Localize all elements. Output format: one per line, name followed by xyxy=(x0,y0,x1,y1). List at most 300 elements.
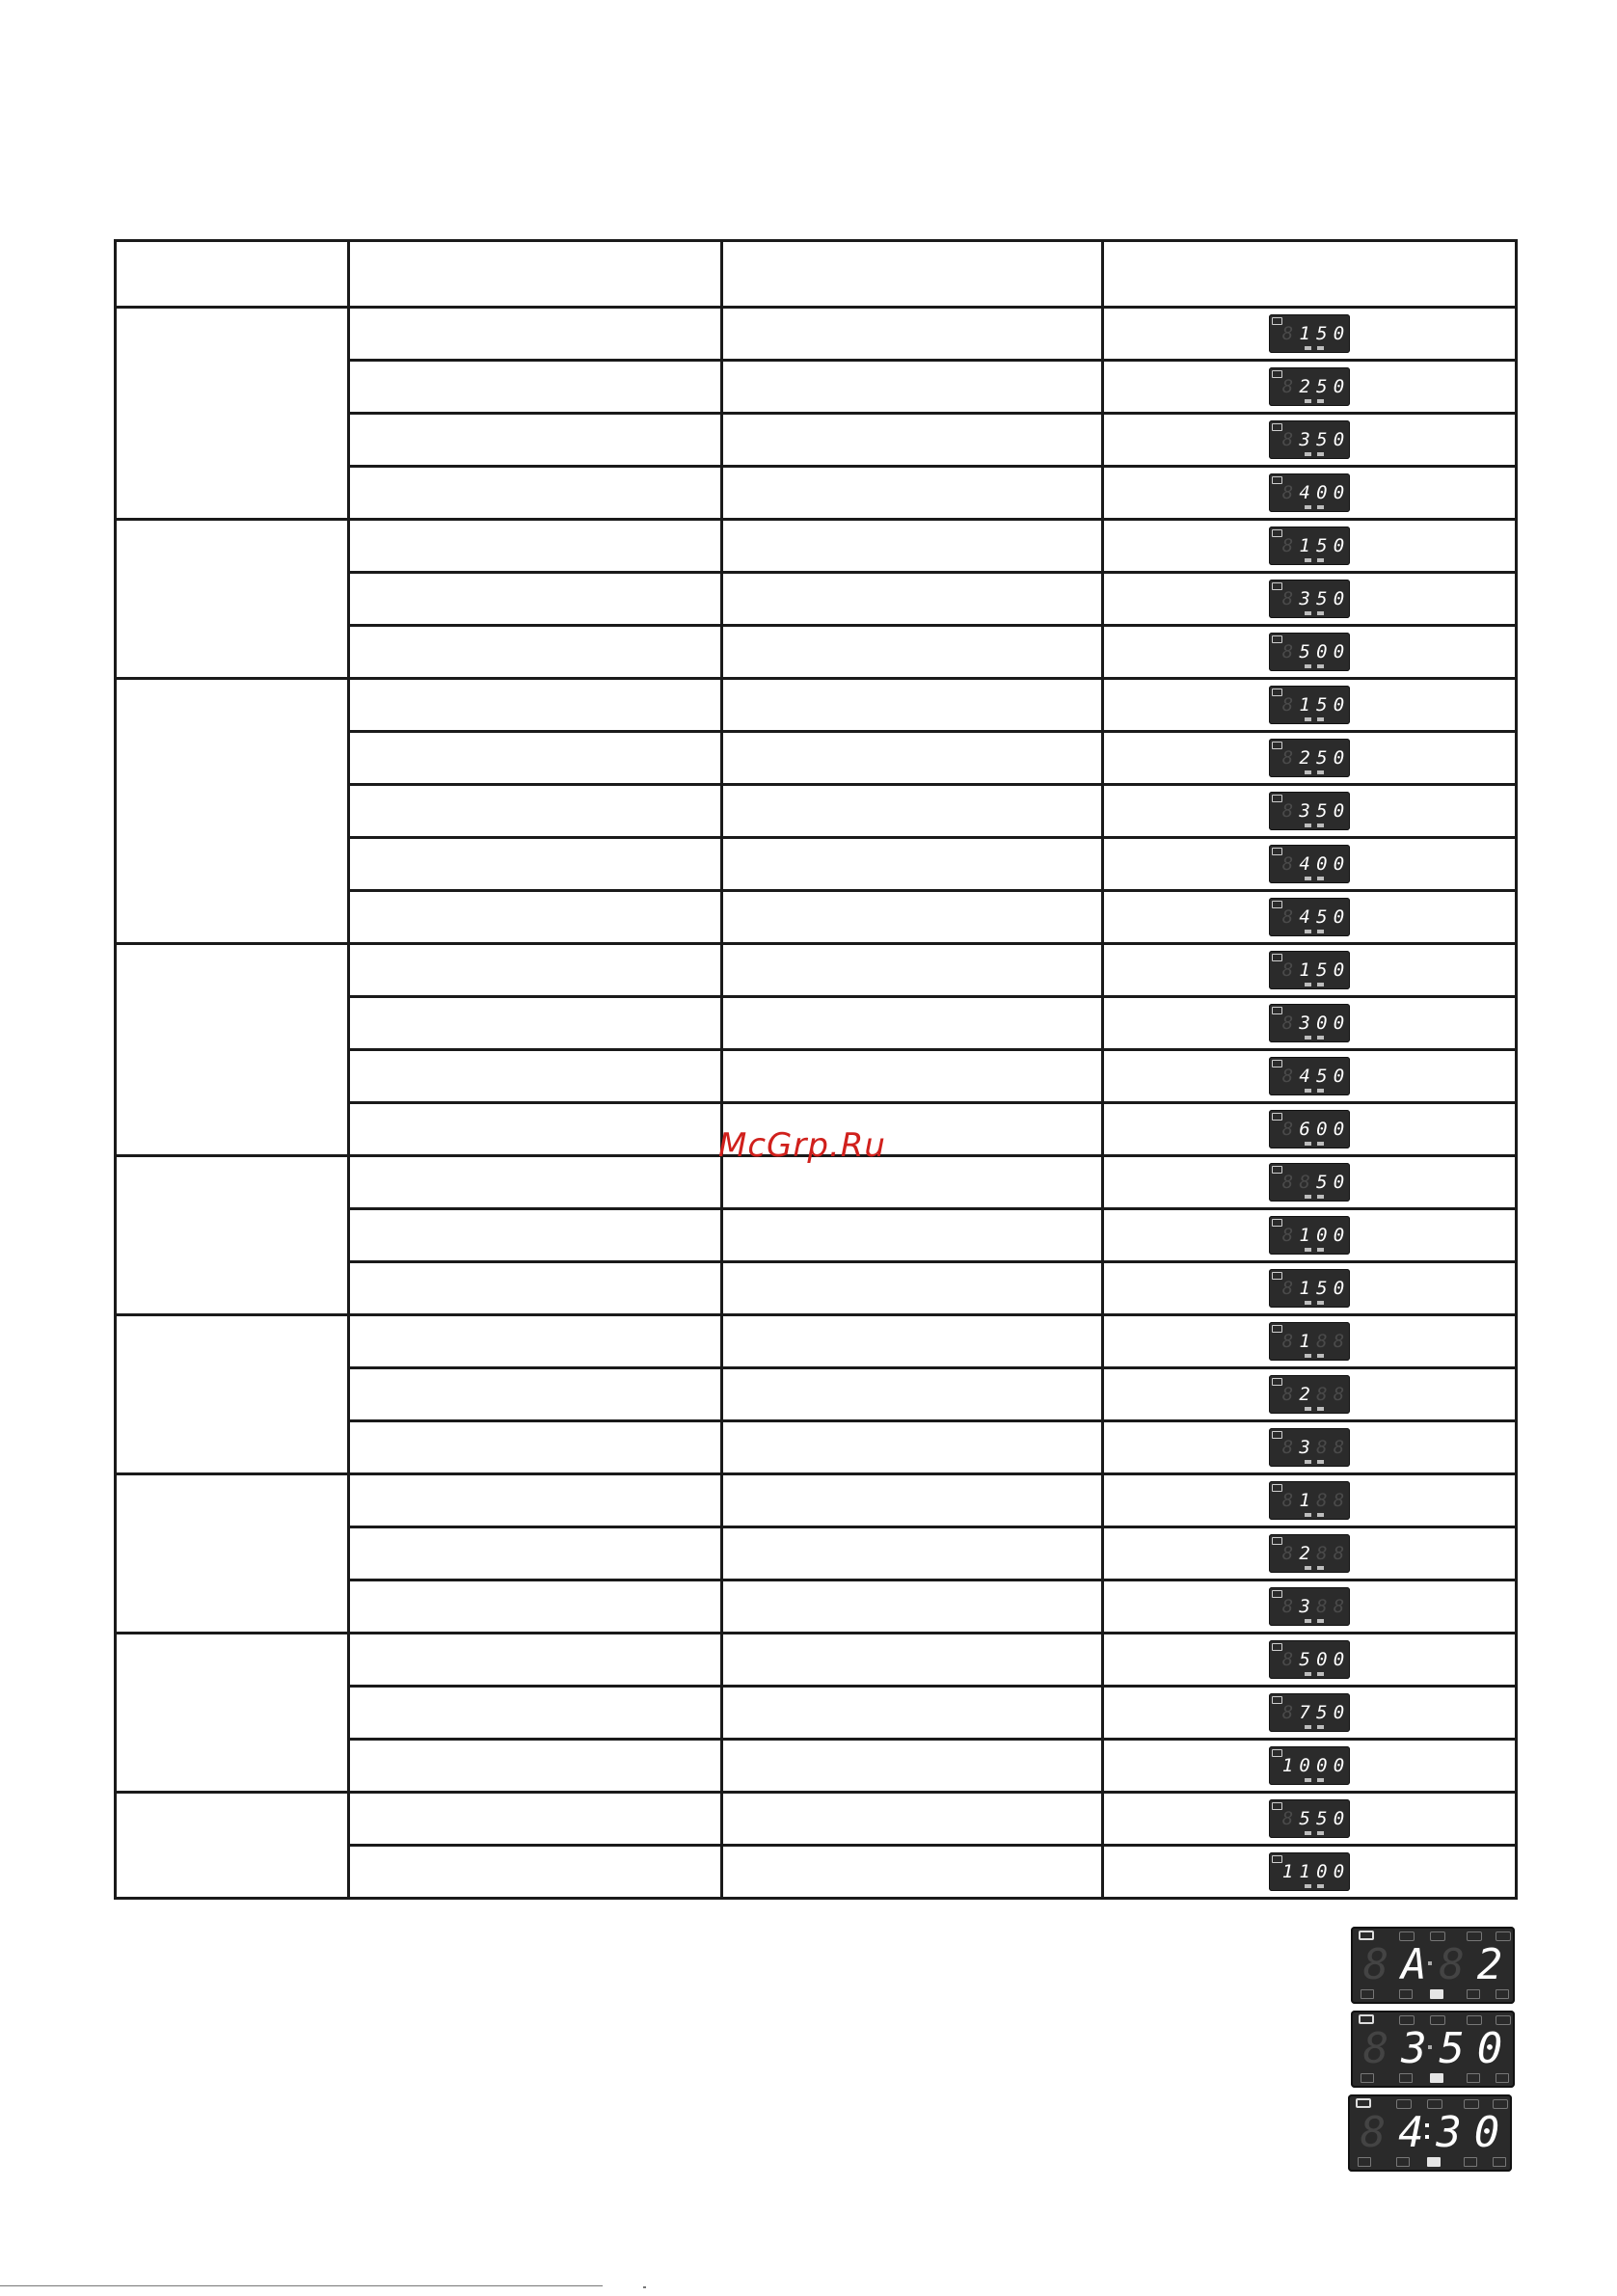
lcd-digit: 8 xyxy=(1281,323,1295,344)
weight-indicator-icon xyxy=(1305,346,1311,350)
lcd-digit: 8 xyxy=(1316,1490,1329,1511)
lcd-display xyxy=(1269,898,1350,936)
food-cell xyxy=(349,1209,722,1262)
lcd-digit: 8 xyxy=(1281,906,1295,928)
lcd-digit: 1 xyxy=(1281,1755,1295,1776)
food-cell xyxy=(349,1421,722,1474)
weight-indicator-icon xyxy=(1305,1407,1311,1411)
lcd-display xyxy=(1269,1799,1350,1838)
lcd-digit: 4 xyxy=(1299,482,1311,503)
lcd-digit: 5 xyxy=(1316,1278,1329,1299)
food-cell xyxy=(349,785,722,838)
lcd-digit: 8 xyxy=(1281,1172,1295,1193)
lcd-separator xyxy=(1428,2039,1432,2055)
weight-cell xyxy=(722,1580,1103,1634)
status-icon xyxy=(1396,2157,1410,2167)
lcd-digit: 8 xyxy=(1316,1384,1329,1405)
weight-cell xyxy=(722,1740,1103,1793)
lcd-digit: 3 xyxy=(1299,588,1311,609)
lcd-digit: 8 xyxy=(1316,1596,1329,1617)
weight-cell xyxy=(722,1793,1103,1846)
food-cell xyxy=(349,838,722,891)
display-large-1 xyxy=(1351,1927,1515,2004)
weight-indicator-icon xyxy=(1305,1089,1311,1093)
weight-indicator-icon xyxy=(1305,1831,1311,1835)
auto-indicator-icon xyxy=(1317,346,1324,350)
program-cell xyxy=(116,1315,349,1474)
table-row xyxy=(116,1474,1517,1527)
food-cell xyxy=(349,1687,722,1740)
lcd-display xyxy=(1269,1534,1350,1573)
lcd-digit: 8 xyxy=(1281,1702,1295,1723)
status-icon xyxy=(1493,2157,1506,2167)
table-row xyxy=(116,944,1517,997)
lcd-digit: 8 xyxy=(1281,853,1295,875)
lcd-display xyxy=(1269,1110,1350,1148)
auto-indicator-icon xyxy=(1317,1407,1324,1411)
auto-indicator-icon xyxy=(1317,558,1324,562)
table-row xyxy=(116,1315,1517,1368)
auto-indicator-icon xyxy=(1317,1566,1324,1570)
food-cell xyxy=(349,308,722,361)
display-cell xyxy=(1103,679,1517,732)
lcd-digit: 8 xyxy=(1281,1225,1295,1246)
lcd-digit: 8 xyxy=(1439,1939,1465,1989)
food-cell xyxy=(349,732,722,785)
lcd-digit: 4 xyxy=(1398,2107,1424,2157)
lcd-digit: 8 xyxy=(1333,1543,1346,1564)
lcd-digit: 0 xyxy=(1473,2107,1500,2157)
lcd-digit: 8 xyxy=(1281,1066,1295,1087)
lcd-digit: 5 xyxy=(1316,535,1329,556)
auto-indicator-icon xyxy=(1317,664,1324,668)
food-cell xyxy=(349,361,722,414)
auto-indicator-icon xyxy=(1317,1301,1324,1305)
weight-indicator-icon xyxy=(1305,983,1311,986)
lcd-digit: 2 xyxy=(1299,376,1311,397)
lcd-digit: 3 xyxy=(1299,1596,1311,1617)
lcd-digit: 8 xyxy=(1281,959,1295,981)
lcd-digit: 0 xyxy=(1316,641,1329,662)
table-row xyxy=(116,679,1517,732)
table-row xyxy=(116,308,1517,361)
food-cell xyxy=(349,1740,722,1793)
lcd-digit: 8 xyxy=(1281,1278,1295,1299)
auto-indicator-icon xyxy=(1317,1619,1324,1623)
lcd-digit: 8 xyxy=(1333,1384,1346,1405)
weight-cell xyxy=(722,785,1103,838)
lcd-digit: 3 xyxy=(1299,429,1311,450)
display-cell xyxy=(1103,1687,1517,1740)
auto-indicator-icon xyxy=(1317,452,1324,456)
display-cell xyxy=(1103,520,1517,573)
lcd-digit: 5 xyxy=(1316,1172,1329,1193)
status-icon xyxy=(1358,2157,1371,2167)
weight-cell xyxy=(722,944,1103,997)
lcd-digit: 8 xyxy=(1362,1939,1389,1989)
display-cell xyxy=(1103,1634,1517,1687)
program-cell xyxy=(116,944,349,1156)
lcd-display xyxy=(1269,1587,1350,1626)
auto-indicator-icon xyxy=(1317,1513,1324,1517)
food-cell xyxy=(349,1634,722,1687)
status-icon xyxy=(1496,2073,1509,2083)
status-icon xyxy=(1430,2073,1443,2083)
auto-indicator-icon xyxy=(1317,1884,1324,1888)
auto-indicator-icon xyxy=(1317,1460,1324,1464)
footer-mark xyxy=(643,2286,646,2288)
weight-indicator-icon xyxy=(1305,1460,1311,1464)
weight-cell xyxy=(722,1315,1103,1368)
status-icon xyxy=(1427,2157,1441,2167)
auto-indicator-icon xyxy=(1317,1354,1324,1358)
lcd-digit: 0 xyxy=(1333,1172,1346,1193)
lcd-digit: 8 xyxy=(1281,800,1295,822)
auto-indicator-icon xyxy=(1317,1831,1324,1835)
lcd-digit: 1 xyxy=(1299,323,1311,344)
lcd-digit: 8 xyxy=(1281,1331,1295,1352)
display-cell xyxy=(1103,1793,1517,1846)
lcd-display xyxy=(1269,633,1350,671)
lcd-digit: 0 xyxy=(1333,1861,1346,1882)
lcd-display xyxy=(1269,1057,1350,1095)
food-cell xyxy=(349,1474,722,1527)
weight-cell xyxy=(722,1421,1103,1474)
lcd-display xyxy=(1269,1375,1350,1414)
watermark: McGrp.Ru xyxy=(718,1126,886,1165)
lcd-digit: 8 xyxy=(1281,1543,1295,1564)
lcd-digit: 8 xyxy=(1281,376,1295,397)
weight-indicator-icon xyxy=(1305,664,1311,668)
lcd-digit: 1 xyxy=(1299,694,1311,716)
weight-cell xyxy=(722,1474,1103,1527)
lcd-digit: 0 xyxy=(1333,694,1346,716)
header-cell-display xyxy=(1103,241,1517,308)
lcd-display xyxy=(1269,1481,1350,1520)
food-cell xyxy=(349,1050,722,1103)
display-cell xyxy=(1103,1421,1517,1474)
weight-cell xyxy=(722,891,1103,944)
program-cell xyxy=(116,1634,349,1793)
lcd-digit: 8 xyxy=(1333,1331,1346,1352)
lcd-digit: 1 xyxy=(1299,1861,1311,1882)
lcd-digit: 1 xyxy=(1299,535,1311,556)
lcd-digit: 8 xyxy=(1281,1384,1295,1405)
lcd-digit: 3 xyxy=(1299,800,1311,822)
lcd-digit: 0 xyxy=(1333,1066,1346,1087)
header-cell-weight xyxy=(722,241,1103,308)
lcd-digit: 1 xyxy=(1299,1331,1311,1352)
food-cell xyxy=(349,1846,722,1899)
lcd-display xyxy=(1269,1746,1350,1785)
food-cell xyxy=(349,520,722,573)
weight-cell xyxy=(722,1634,1103,1687)
auto-indicator-icon xyxy=(1317,399,1324,403)
display-cell xyxy=(1103,414,1517,467)
lcd-digit: 0 xyxy=(1333,1119,1346,1140)
auto-indicator-icon xyxy=(1317,770,1324,774)
weight-indicator-icon xyxy=(1305,770,1311,774)
lcd-digit: 8 xyxy=(1281,694,1295,716)
lcd-digit: 8 xyxy=(1281,1596,1295,1617)
lcd-digit: 8 xyxy=(1281,429,1295,450)
display-cell xyxy=(1103,944,1517,997)
header-cell-food xyxy=(349,241,722,308)
lcd-digit: 1 xyxy=(1281,1861,1295,1882)
display-large-3 xyxy=(1348,2094,1512,2172)
lcd-digit: 3 xyxy=(1401,2023,1427,2073)
weight-indicator-icon xyxy=(1305,1195,1311,1199)
table-row xyxy=(116,1793,1517,1846)
food-cell xyxy=(349,573,722,626)
weight-indicator-icon xyxy=(1305,611,1311,615)
food-cell xyxy=(349,414,722,467)
lcd-digit: 7 xyxy=(1299,1702,1311,1723)
footer-rule xyxy=(0,2285,603,2286)
lcd-digit: 3 xyxy=(1299,1013,1311,1034)
lcd-display xyxy=(1269,1216,1350,1255)
lcd-digit: 0 xyxy=(1316,482,1329,503)
auto-indicator-icon xyxy=(1317,1672,1324,1676)
lcd-digit: 0 xyxy=(1299,1755,1311,1776)
lcd-display xyxy=(1269,527,1350,565)
table-body xyxy=(116,308,1517,1899)
lcd-digit: 0 xyxy=(1316,1755,1329,1776)
lcd-display xyxy=(1269,420,1350,459)
status-icon xyxy=(1464,2157,1477,2167)
status-icon xyxy=(1399,1989,1413,1999)
lcd-digit: 1 xyxy=(1299,959,1311,981)
weight-cell xyxy=(722,732,1103,785)
display-cell xyxy=(1103,1050,1517,1103)
lcd-digit: 0 xyxy=(1333,906,1346,928)
food-cell xyxy=(349,997,722,1050)
food-cell xyxy=(349,679,722,732)
display-cell xyxy=(1103,732,1517,785)
lcd-digit: 2 xyxy=(1299,1543,1311,1564)
table-row xyxy=(116,1634,1517,1687)
lcd-digit: 5 xyxy=(1316,747,1329,769)
lcd-digit: 5 xyxy=(1316,694,1329,716)
program-cell xyxy=(116,1793,349,1899)
weight-cell xyxy=(722,308,1103,361)
lcd-digit: 1 xyxy=(1299,1225,1311,1246)
display-cell xyxy=(1103,1209,1517,1262)
weight-cell xyxy=(722,1846,1103,1899)
lcd-separator xyxy=(1428,1956,1432,1971)
lcd-digit: 3 xyxy=(1436,2107,1462,2157)
food-cell xyxy=(349,467,722,520)
food-cell xyxy=(349,1103,722,1156)
weight-cell xyxy=(722,1209,1103,1262)
lcd-digit: 4 xyxy=(1299,906,1311,928)
weight-indicator-icon xyxy=(1305,1142,1311,1146)
lcd-display xyxy=(1269,473,1350,512)
lcd-digit: 8 xyxy=(1333,1490,1346,1511)
weight-indicator-icon xyxy=(1305,930,1311,933)
auto-indicator-icon xyxy=(1317,505,1324,509)
lcd-digit: 5 xyxy=(1316,1702,1329,1723)
lcd-digit: 0 xyxy=(1316,1861,1329,1882)
display-cell xyxy=(1103,467,1517,520)
display-cell xyxy=(1103,838,1517,891)
program-cell xyxy=(116,520,349,679)
display-cell xyxy=(1103,1103,1517,1156)
weight-indicator-icon xyxy=(1305,717,1311,721)
lcd-digit: 5 xyxy=(1316,323,1329,344)
weight-cell xyxy=(722,1687,1103,1740)
lcd-display xyxy=(1269,314,1350,353)
table-row xyxy=(116,520,1517,573)
lcd-digit: 4 xyxy=(1299,853,1311,875)
food-cell xyxy=(349,1262,722,1315)
weight-cell xyxy=(722,467,1103,520)
auto-indicator-icon xyxy=(1317,1725,1324,1729)
lcd-digit: 0 xyxy=(1333,535,1346,556)
weight-indicator-icon xyxy=(1305,1301,1311,1305)
lcd-digit: 0 xyxy=(1333,747,1346,769)
lcd-display xyxy=(1269,1640,1350,1679)
lcd-digit: 8 xyxy=(1316,1331,1329,1352)
lcd-digit: 5 xyxy=(1316,959,1329,981)
weight-indicator-icon xyxy=(1305,1884,1311,1888)
lcd-digit: 8 xyxy=(1281,1808,1295,1829)
lcd-digit: 8 xyxy=(1281,482,1295,503)
lcd-digit: 1 xyxy=(1299,1490,1311,1511)
lcd-digit: 5 xyxy=(1299,1808,1311,1829)
lcd-display xyxy=(1269,1322,1350,1361)
lcd-separator xyxy=(1425,2123,1429,2139)
lcd-display xyxy=(1269,1269,1350,1308)
lcd-digit: 8 xyxy=(1299,1172,1311,1193)
lcd-digit: 0 xyxy=(1316,1225,1329,1246)
lcd-display xyxy=(1269,1852,1350,1891)
lcd-display xyxy=(1269,686,1350,724)
lcd-digit: 5 xyxy=(1316,1066,1329,1087)
food-cell xyxy=(349,1793,722,1846)
weight-indicator-icon xyxy=(1305,1619,1311,1623)
lcd-digit: 5 xyxy=(1316,376,1329,397)
lcd-digit: 8 xyxy=(1281,1490,1295,1511)
food-cell xyxy=(349,1315,722,1368)
lcd-display xyxy=(1269,1428,1350,1467)
lcd-digit: 8 xyxy=(1333,1437,1346,1458)
weight-indicator-icon xyxy=(1305,1248,1311,1252)
lcd-display xyxy=(1269,367,1350,406)
status-icon xyxy=(1399,2073,1413,2083)
lcd-digit: 0 xyxy=(1333,1225,1346,1246)
lcd-digit: 3 xyxy=(1299,1437,1311,1458)
display-cell xyxy=(1103,1368,1517,1421)
lcd-digit: 8 xyxy=(1281,1649,1295,1670)
status-icon xyxy=(1496,1989,1509,1999)
weight-cell xyxy=(722,838,1103,891)
weight-indicator-icon xyxy=(1305,1513,1311,1517)
display-cell xyxy=(1103,308,1517,361)
lcd-digit: 0 xyxy=(1333,1278,1346,1299)
lcd-digit: 5 xyxy=(1299,641,1311,662)
lcd-digit: 0 xyxy=(1333,641,1346,662)
display-cell xyxy=(1103,361,1517,414)
lcd-display xyxy=(1269,792,1350,830)
lcd-display xyxy=(1269,580,1350,618)
lcd-digit: 8 xyxy=(1362,2023,1389,2073)
lcd-digit: 0 xyxy=(1333,482,1346,503)
weight-indicator-icon xyxy=(1305,505,1311,509)
auto-indicator-icon xyxy=(1317,877,1324,880)
lcd-digit: 8 xyxy=(1281,1013,1295,1034)
weight-indicator-icon xyxy=(1305,824,1311,827)
weight-indicator-icon xyxy=(1305,558,1311,562)
status-icons xyxy=(1361,1989,1505,1999)
status-icons xyxy=(1358,2157,1502,2167)
lcd-digit: 2 xyxy=(1476,1939,1503,1989)
weight-indicator-icon xyxy=(1305,1778,1311,1782)
lcd-digit: 8 xyxy=(1281,641,1295,662)
lcd-digit: 0 xyxy=(1333,323,1346,344)
lcd-digit: 0 xyxy=(1333,1013,1346,1034)
lcd-digit: 5 xyxy=(1316,429,1329,450)
lcd-digit: 5 xyxy=(1316,800,1329,822)
lcd-digit: 0 xyxy=(1333,1649,1346,1670)
lcd-digit: 6 xyxy=(1299,1119,1311,1140)
lcd-digit: 8 xyxy=(1316,1437,1329,1458)
weight-cell xyxy=(722,361,1103,414)
food-cell xyxy=(349,1156,722,1209)
program-cell xyxy=(116,679,349,944)
lcd-digit: 5 xyxy=(1299,1649,1311,1670)
weight-cell xyxy=(722,1050,1103,1103)
display-cell xyxy=(1103,573,1517,626)
lcd-digit: 5 xyxy=(1316,588,1329,609)
weight-cell xyxy=(722,679,1103,732)
lcd-display xyxy=(1269,1693,1350,1732)
display-cell xyxy=(1103,1846,1517,1899)
lcd-display xyxy=(1269,739,1350,777)
lcd-digit: 8 xyxy=(1281,747,1295,769)
lcd-digit: 4 xyxy=(1299,1066,1311,1087)
lcd-digit: 8 xyxy=(1281,588,1295,609)
lcd-digit: 0 xyxy=(1333,376,1346,397)
auto-indicator-icon xyxy=(1317,983,1324,986)
program-cell xyxy=(116,308,349,520)
lcd-digit: 0 xyxy=(1333,588,1346,609)
weight-indicator-icon xyxy=(1305,1354,1311,1358)
lcd-digit: 0 xyxy=(1316,1649,1329,1670)
auto-indicator-icon xyxy=(1317,1195,1324,1199)
display-cell xyxy=(1103,1527,1517,1580)
lcd-digit: 5 xyxy=(1316,906,1329,928)
lcd-digit: 8 xyxy=(1333,1596,1346,1617)
auto-indicator-icon xyxy=(1317,1248,1324,1252)
auto-indicator-icon xyxy=(1317,1142,1324,1146)
weight-indicator-icon xyxy=(1305,1036,1311,1040)
display-cell xyxy=(1103,1474,1517,1527)
table-header-row xyxy=(116,241,1517,308)
display-cell xyxy=(1103,997,1517,1050)
auto-indicator-icon xyxy=(1317,930,1324,933)
lcd-digit: 0 xyxy=(1333,800,1346,822)
lcd-digit: 0 xyxy=(1333,429,1346,450)
food-cell xyxy=(349,944,722,997)
status-icon xyxy=(1467,2073,1480,2083)
lcd-digit: 8 xyxy=(1316,1543,1329,1564)
weight-cell xyxy=(722,1262,1103,1315)
weight-indicator-icon xyxy=(1305,1566,1311,1570)
weight-cell xyxy=(722,573,1103,626)
lcd-digit: 2 xyxy=(1299,747,1311,769)
lcd-digit: 8 xyxy=(1281,1119,1295,1140)
